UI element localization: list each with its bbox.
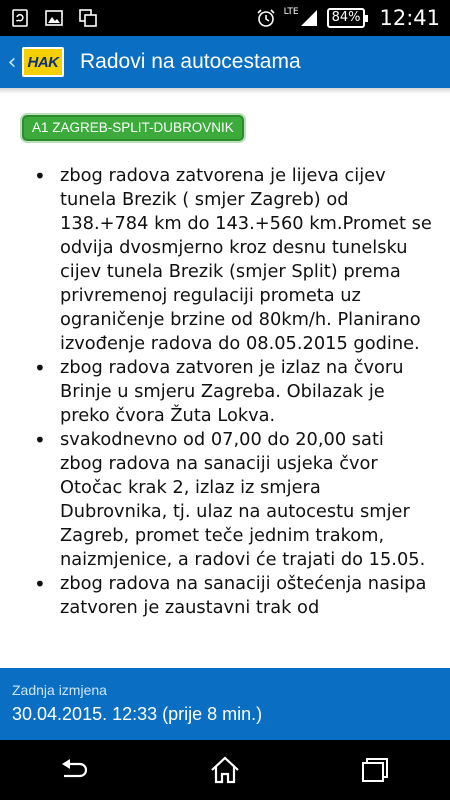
list-item: • zbog radova na sanaciji oštećenja nasipa zatvoren je zaustavni trak od xyxy=(22,572,432,620)
network-type: LTE xyxy=(283,7,299,17)
copy-icon xyxy=(78,8,98,28)
content-scroll-area[interactable] xyxy=(0,88,450,668)
page-title: Radovi na autocestama xyxy=(80,50,301,73)
system-nav-bar xyxy=(0,740,450,800)
last-update-footer xyxy=(0,668,450,740)
home-button[interactable] xyxy=(195,750,255,790)
back-icon xyxy=(58,758,92,782)
recent-apps-button[interactable] xyxy=(345,750,405,790)
roadwork-list xyxy=(22,164,432,620)
list-item: • zbog radova zatvoren je izlaz na čvoru Brinje u smjeru Zagreba. Obilazak je preko čvora Žuta Lokva. xyxy=(22,356,432,428)
sync-icon xyxy=(10,8,30,28)
status-right-icons xyxy=(256,6,440,30)
status-bar xyxy=(0,0,450,36)
clock: 12:41 xyxy=(379,6,440,30)
recent-apps-icon xyxy=(358,755,392,785)
back-button[interactable] xyxy=(45,750,105,790)
list-item: • zbog radova zatvorena je lijeva cijev tunela Brezik ( smjer Zagreb) od 138.+784 km do 143.+560 km.Promet se odvija dvosmjerno kroz desnu tunelsku cijev tunela Brezik (smjer Split) prema privremenoj regulaciji prometa uz ograničenje brzine od 80km/h. Planirano izvođenje radova do 08.05.2015 godine. xyxy=(22,164,432,356)
last-update-timestamp: 30.04.2015. 12:33 (prije 8 min.) xyxy=(12,704,263,724)
signal-icon xyxy=(299,8,319,28)
road-badge: A1 ZAGREB-SPLIT-DUBROVNIK xyxy=(22,115,244,141)
logo-text: HAK xyxy=(27,53,59,71)
up-navigation-icon[interactable]: ‹ xyxy=(7,49,17,75)
hak-logo[interactable] xyxy=(22,47,64,77)
last-update-label: Zadnja izmjena xyxy=(12,682,107,698)
list-item: • svakodnevno od 07,00 do 20,00 sati zbog radova na sanaciji usjeka čvor Otočac krak 2, izlaz iz smjera Dubrovnika, tj. ulaz na autocestu smjer Zagreb, promet teče jednim trakom, naizmjenice, a radovi će trajati do 15.05. xyxy=(22,428,432,572)
alarm-icon xyxy=(256,8,276,28)
app-bar-shadow xyxy=(0,88,450,94)
app-bar xyxy=(0,36,450,88)
status-left-icons xyxy=(10,8,98,28)
battery-icon: 84% xyxy=(327,8,366,28)
image-icon xyxy=(44,8,64,28)
home-icon xyxy=(208,755,242,785)
